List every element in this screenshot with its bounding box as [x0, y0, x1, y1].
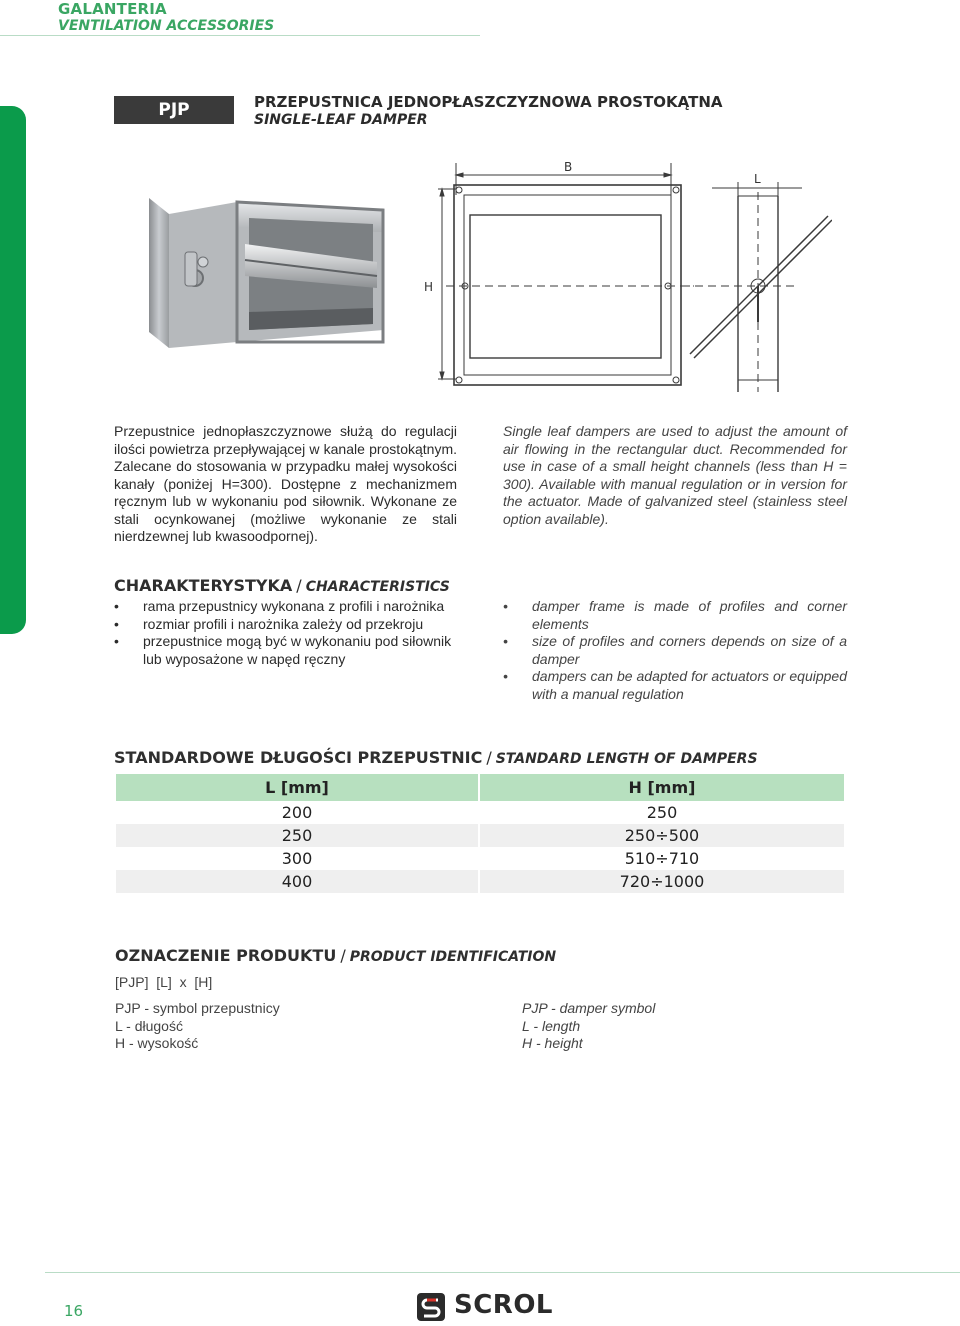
characteristics-heading-pl: CHARAKTERYSTYKA [114, 576, 293, 595]
brand-logo-text: SCROL [454, 1290, 553, 1320]
heading-slash: / [486, 748, 492, 767]
identification-heading-en: PRODUCT IDENTIFICATION [349, 949, 557, 965]
bullet: • [503, 633, 508, 649]
identification-legend-en [522, 1000, 655, 1053]
bullet: • [114, 615, 119, 632]
list-item [503, 668, 847, 703]
cell-l: 300 [116, 847, 478, 870]
heading-slash: / [340, 946, 346, 965]
identification-heading-pl: OZNACZENIE PRODUKTU [115, 946, 337, 965]
table-row [116, 824, 844, 847]
legend-item: PJP - damper symbol [522, 1000, 656, 1016]
product-code-badge: PJP [114, 96, 234, 124]
dimension-h-label: H [424, 280, 434, 294]
legend-item: L - długość [115, 1017, 183, 1034]
list-item-text: size of profiles and corners depends on size of a damper [532, 633, 847, 667]
bullet: • [114, 633, 119, 649]
side-view-drawing [682, 170, 832, 395]
cell-h: 250÷500 [480, 824, 844, 847]
cell-l: 400 [116, 870, 478, 893]
heading-slash: / [296, 576, 302, 595]
footer-divider [45, 1272, 960, 1273]
cell-l: 250 [116, 824, 478, 847]
lengths-heading-en: STANDARD LENGTH OF DAMPERS [495, 751, 758, 767]
list-item [114, 633, 459, 668]
lengths-table [114, 774, 846, 893]
dimension-l-label: L [754, 172, 761, 186]
bullet: • [114, 598, 119, 614]
list-item-text: dampers can be adapted for actuators or equipped with a manual regulation [532, 668, 847, 702]
legend-item: H - height [522, 1035, 583, 1051]
identification-code: [PJP] [L] x [H] [115, 974, 213, 990]
product-photo [145, 192, 385, 354]
table-header-row [116, 774, 844, 801]
list-item-text: rozmiar profili i narożnika zależy od przekroju [143, 615, 424, 632]
characteristics-list-en [503, 598, 847, 703]
lengths-heading [114, 748, 758, 767]
cell-h: 250 [480, 801, 844, 824]
table-row [116, 870, 844, 893]
identification-legend-pl [115, 1000, 280, 1053]
dimension-b-label: B [564, 160, 573, 174]
header-divider [0, 35, 480, 36]
list-item-text: damper frame is made of profiles and corner elements [532, 598, 847, 632]
table-row [116, 847, 844, 870]
description-en: Single leaf dampers are used to adjust the amount of air flowing in the rectangular duct. Recommended for use in case of a small height channels (less than H = 300). Available with manual regulation or in version for the actuator. Made of galvanized steel (stainless steel option available). [503, 423, 847, 527]
table-row [116, 801, 844, 824]
column-header-h: H [mm] [480, 774, 844, 801]
list-item-text: rama przepustnicy wykonana z profili i narożnika [143, 598, 445, 614]
cell-l: 200 [116, 801, 478, 824]
legend-item: L - length [522, 1017, 581, 1034]
bullet: • [503, 598, 508, 614]
characteristics-heading-en: CHARACTERISTICS [305, 579, 450, 595]
cell-h: 510÷710 [480, 847, 844, 870]
description-pl: Przepustnice jednopłaszczyznowe służą do regulacji ilości powietrza przepływającej w kanale prostokątnym. Zalecane do stosowania w przypadku małej wysokości kanały (poniżej H=300). Dostępne z mechanizmem ręcznym lub w wykonaniu pod siłownik. Wykonane ze stali ocynkowanej (możliwe wykonanie ze stali nierdzewnej lub kwasoodpornej). [114, 423, 457, 544]
lengths-heading-pl: STANDARDOWE DŁUGOŚCI PRZEPUSTNIC [114, 748, 483, 767]
header-category: GALANTERIA [58, 0, 167, 18]
side-tab [0, 106, 26, 634]
characteristics-heading [114, 576, 450, 595]
identification-heading [115, 946, 556, 965]
legend-item: H - wysokość [115, 1035, 199, 1051]
list-item-text: przepustnice mogą być w wykonaniu pod siłownik lub wyposażone w napęd ręczny [143, 633, 452, 667]
list-item [503, 598, 847, 633]
front-view-drawing [416, 155, 696, 400]
characteristics-list-pl [114, 598, 459, 668]
legend-item: PJP - symbol przepustnicy [115, 1000, 280, 1016]
page-number: 16 [64, 1302, 84, 1320]
cell-h: 720÷1000 [480, 870, 844, 893]
list-item [503, 633, 847, 668]
product-subtitle: SINGLE-LEAF DAMPER [254, 112, 428, 128]
bullet: • [503, 668, 508, 684]
scrol-logo-icon [416, 1292, 446, 1322]
list-item [114, 598, 459, 616]
header-category-en: VENTILATION ACCESSORIES [58, 18, 275, 34]
list-item [114, 616, 459, 634]
product-title: PRZEPUSTNICA JEDNOPŁASZCZYZNOWA PROSTOKĄTNA [254, 93, 723, 111]
column-header-l: L [mm] [116, 774, 478, 801]
